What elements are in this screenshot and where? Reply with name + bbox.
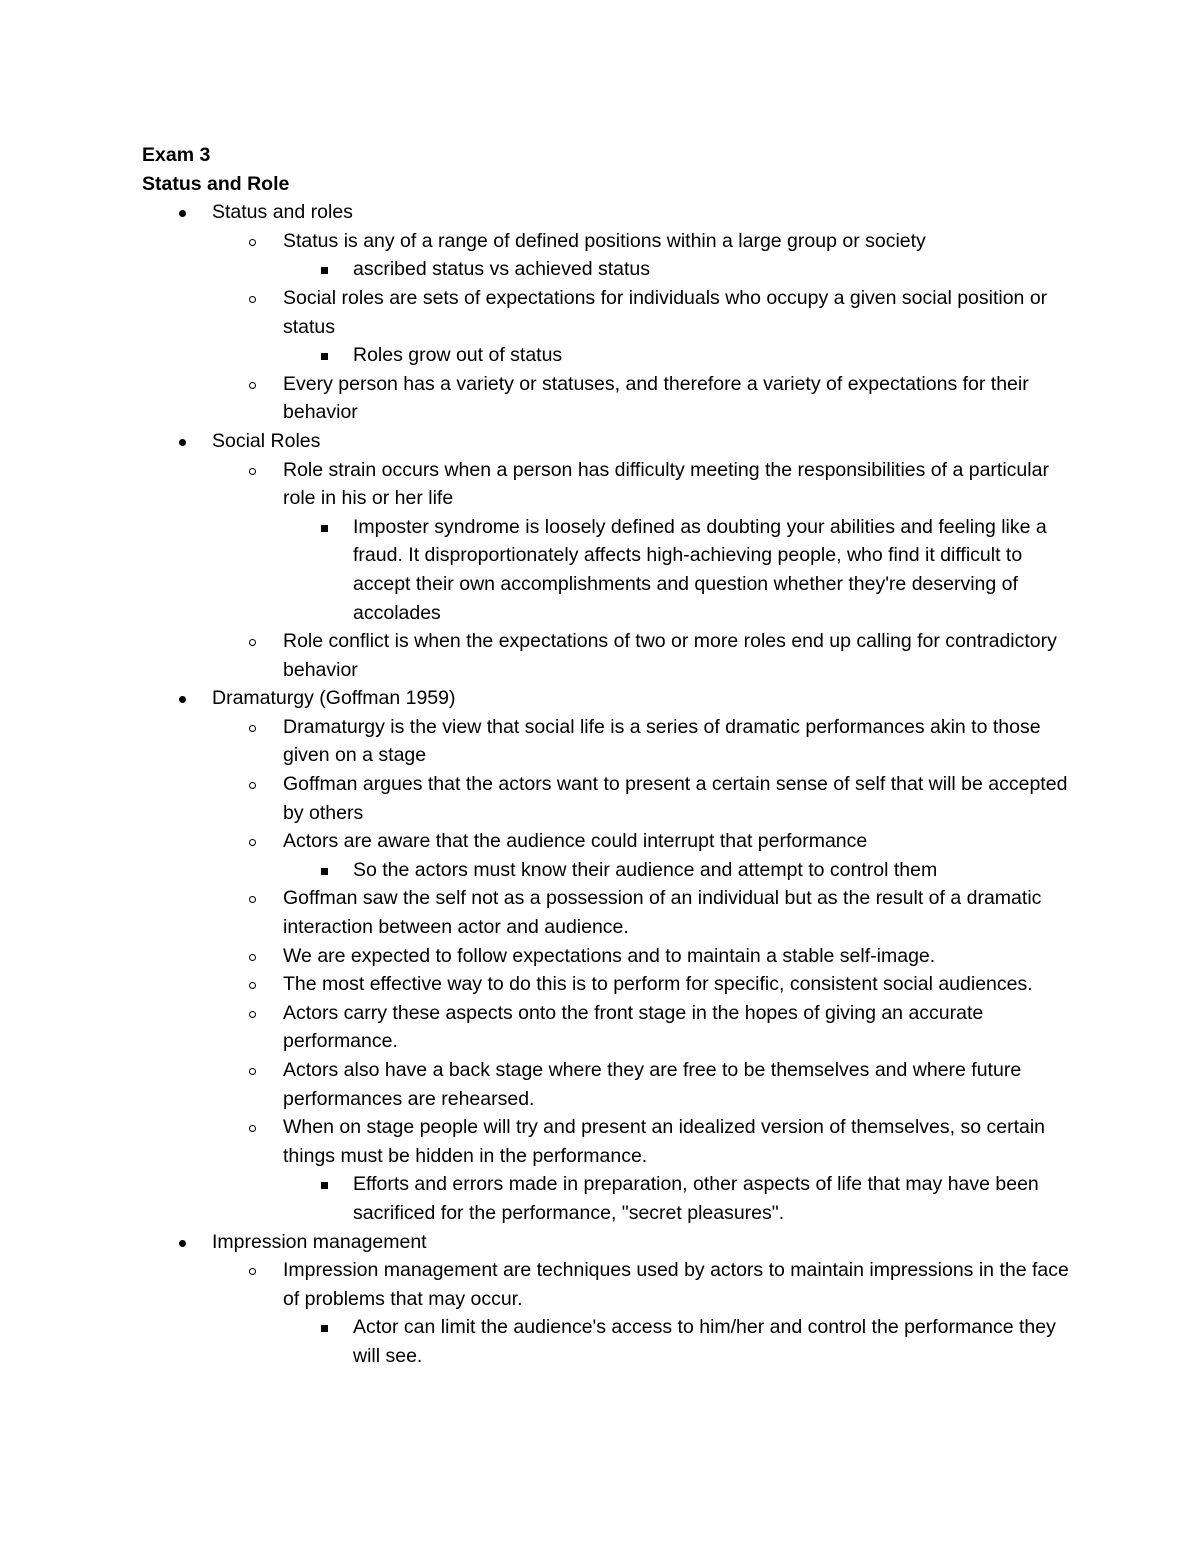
hollow-circle-bullet-icon	[249, 639, 256, 646]
outline-item-level-1	[142, 198, 1072, 227]
outline-item-text: We are expected to follow expectations and to maintain a stable self-image.	[283, 944, 936, 967]
outline-item-level-2	[142, 284, 1072, 341]
hollow-circle-bullet-icon	[249, 982, 256, 989]
hollow-circle-bullet-icon	[249, 1068, 256, 1075]
outline-item-level-2	[142, 1056, 1072, 1113]
hollow-circle-bullet-icon	[249, 296, 256, 303]
hollow-circle-bullet-icon	[249, 239, 256, 246]
outline-item-level-3	[142, 513, 1072, 627]
outline-item-level-2	[142, 1113, 1072, 1170]
hollow-circle-bullet-icon	[249, 1125, 256, 1132]
square-bullet-icon	[321, 525, 328, 532]
outline-item-level-2	[142, 456, 1072, 513]
hollow-circle-bullet-icon	[249, 839, 256, 846]
square-bullet-icon	[321, 353, 328, 360]
filled-circle-bullet-icon	[179, 1240, 186, 1247]
outline-item-text: Goffman argues that the actors want to present a certain sense of self that will be accepted by others	[283, 773, 1068, 824]
outline-item-level-3	[142, 255, 1072, 284]
square-bullet-icon	[321, 1182, 328, 1189]
outline-item-text: Imposter syndrome is loosely defined as doubting your abilities and feeling like a fraud. It disproportionately affects high-achieving people, who find it difficult to accept their own accomplishments and question whether they're deserving of accolades	[353, 515, 1047, 624]
outline-item-level-1	[142, 684, 1072, 713]
filled-circle-bullet-icon	[179, 210, 186, 217]
outline-item-text: Status is any of a range of defined positions within a large group or society	[283, 229, 926, 252]
outline-item-level-2	[142, 370, 1072, 427]
outline-item-level-2	[142, 713, 1072, 770]
outline-item-level-3	[142, 1313, 1072, 1370]
outline-item-text: Impression management are techniques used by actors to maintain impressions in the face of problems that may occur.	[283, 1259, 1069, 1310]
filled-circle-bullet-icon	[179, 439, 186, 446]
outline-item-level-3	[142, 1170, 1072, 1227]
outline-item-text: Actors carry these aspects onto the front stage in the hopes of giving an accurate performance.	[283, 1001, 984, 1053]
outline-item-text: Social Roles	[212, 429, 321, 452]
outline-item-level-1	[142, 427, 1072, 456]
outline-item-text: Actors also have a back stage where they are free to be themselves and where future performances are rehearsed.	[283, 1059, 1022, 1110]
document-title: Exam 3	[142, 144, 211, 166]
bullet-outline	[142, 198, 1072, 1370]
outline-item-text: The most effective way to do this is to perform for specific, consistent social audiences.	[283, 973, 1033, 996]
outline-item-level-2	[142, 942, 1072, 971]
outline-item-text: When on stage people will try and present an idealized version of themselves, so certain things must be hidden in the performance.	[283, 1116, 1046, 1167]
hollow-circle-bullet-icon	[249, 896, 256, 903]
outline-item-level-2	[142, 827, 1072, 856]
hollow-circle-bullet-icon	[249, 468, 256, 475]
outline-item-text: Dramaturgy (Goffman 1959)	[212, 687, 456, 710]
hollow-circle-bullet-icon	[249, 725, 256, 732]
square-bullet-icon	[321, 267, 328, 274]
outline-item-level-1	[142, 1228, 1072, 1257]
outline-item-text: Impression management	[212, 1230, 427, 1253]
outline-item-text: Dramaturgy is the view that social life is a series of dramatic performances akin to those given on a stage	[283, 715, 1041, 767]
outline-item-level-2	[142, 627, 1072, 684]
outline-item-text: Social roles are sets of expectations for individuals who occupy a given social position or status	[283, 286, 1048, 338]
outline-item-text: So the actors must know their audience and attempt to control them	[353, 858, 938, 881]
outline-item-text: Role strain occurs when a person has difficulty meeting the responsibilities of a particular role in his or her life	[283, 458, 1049, 510]
outline-item-level-2	[142, 770, 1072, 827]
hollow-circle-bullet-icon	[249, 954, 256, 961]
outline-item-level-2	[142, 970, 1072, 999]
hollow-circle-bullet-icon	[249, 1268, 256, 1275]
outline-item-level-2	[142, 884, 1072, 941]
outline-item-text: Every person has a variety or statuses, and therefore a variety of expectations for their behavior	[283, 372, 1029, 424]
outline-item-text: Actor can limit the audience's access to him/her and control the performance they will see.	[353, 1316, 1056, 1367]
section-heading: Status and Role	[142, 172, 290, 195]
outline-item-level-3	[142, 341, 1072, 370]
hollow-circle-bullet-icon	[249, 1011, 256, 1018]
hollow-circle-bullet-icon	[249, 382, 256, 389]
hollow-circle-bullet-icon	[249, 782, 256, 789]
document-body	[142, 141, 1072, 1371]
outline-item-text: Role conflict is when the expectations of two or more roles end up calling for contradictory behavior	[283, 630, 1057, 681]
outline-item-level-2	[142, 227, 1072, 256]
outline-item-text: Roles grow out of status	[353, 344, 563, 367]
outline-item-text: Status and roles	[212, 201, 353, 224]
outline-item-level-2	[142, 1256, 1072, 1313]
outline-item-text: Actors are aware that the audience could interrupt that performance	[283, 830, 868, 853]
square-bullet-icon	[321, 1325, 328, 1332]
square-bullet-icon	[321, 868, 328, 875]
outline-item-level-2	[142, 999, 1072, 1056]
outline-item-level-3	[142, 856, 1072, 885]
outline-item-text: Efforts and errors made in preparation, other aspects of life that may have been sacrificed for the performance, "secret pleasures".	[353, 1173, 1039, 1224]
filled-circle-bullet-icon	[179, 696, 186, 703]
outline-item-text: Goffman saw the self not as a possession of an individual but as the result of a dramatic interaction between actor and audience.	[283, 887, 1042, 939]
outline-item-text: ascribed status vs achieved status	[353, 258, 650, 281]
